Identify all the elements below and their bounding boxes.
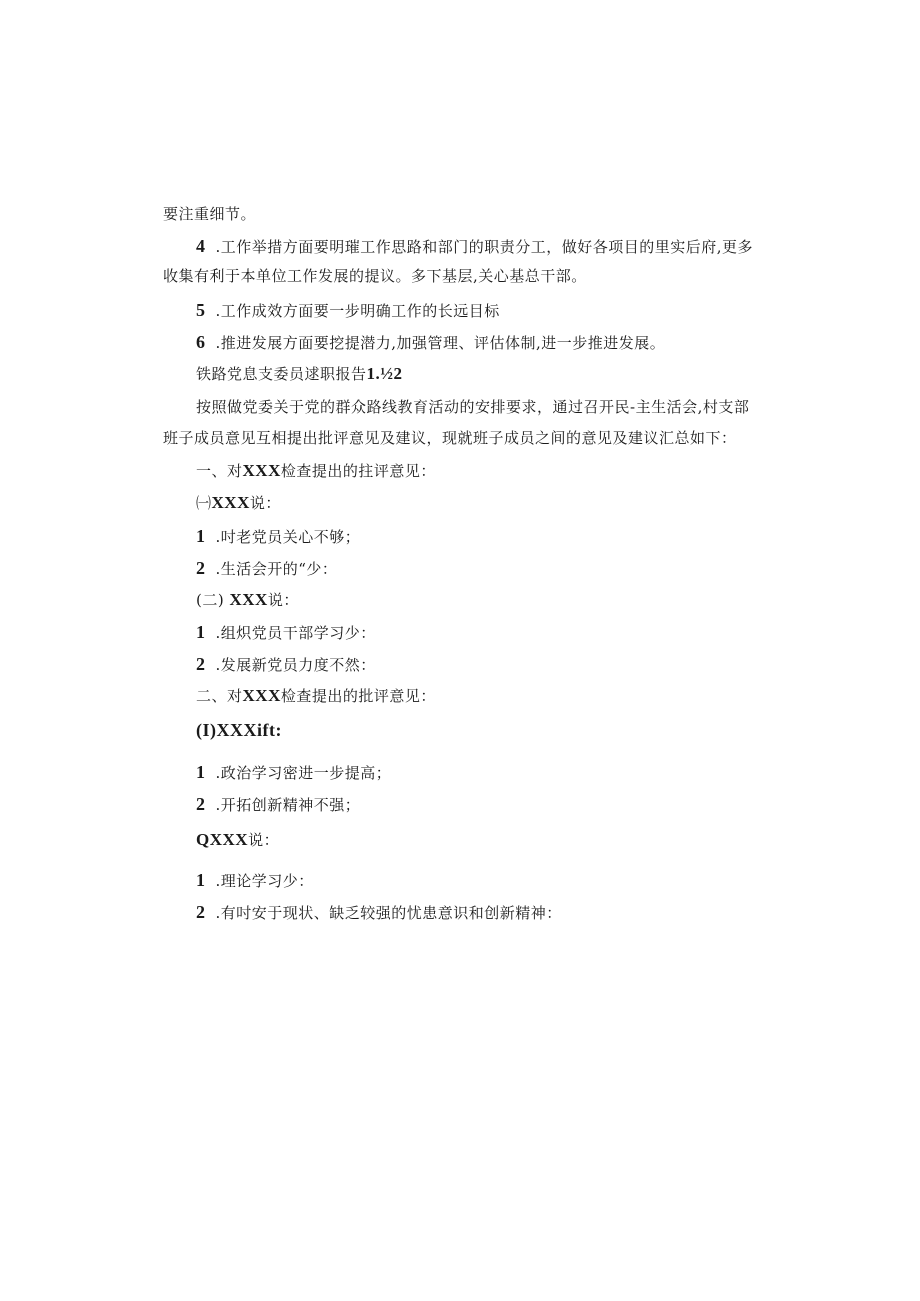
item-text: .推进发展方面要挖提潜力,加强管理、评估体制,进一步推进发展。 [215, 334, 666, 352]
subsection-name: XXX [211, 493, 250, 512]
subsection-suffix: 说： [249, 494, 281, 512]
subsection-marker: ㈠ [196, 494, 212, 512]
item-text: .开拓创新精神不强； [215, 796, 361, 814]
list-item-6 [196, 332, 665, 353]
item-number: 5 [196, 300, 206, 320]
list-item-4 [196, 236, 753, 257]
subsection-name: XXX [229, 590, 268, 609]
item-number: 6 [196, 332, 206, 352]
title-text: 铁路党息支委员逑职报告 [196, 365, 367, 383]
item-text: .发展新党员力度不然： [215, 656, 376, 674]
item-text: .有吋安于现状、缺乏较强的忧患意识和创新精神： [215, 904, 562, 922]
item-text: .理论学习少： [215, 872, 314, 890]
item-number: 2 [196, 654, 206, 674]
item-number: 2 [196, 558, 206, 578]
item-text: .工作成效方面要一步明确工作的长远目标 [215, 302, 500, 320]
item-text: .组炽党员干部学习少： [215, 624, 376, 642]
item-number: 1 [196, 526, 206, 546]
list-item [196, 558, 337, 579]
list-item [196, 622, 376, 643]
heading-suffix: 检查提出的批评意见： [280, 687, 436, 705]
heading-prefix: 二、对 [196, 687, 243, 705]
item-text: .工作举措方面要明璀工作思路和部门的职责分工，做好各项目的里实后府,更多 [215, 238, 754, 256]
list-item [196, 902, 562, 923]
item-text: .生活会开的“少： [215, 560, 338, 578]
subsection-heading-2b [196, 830, 279, 850]
list-item [196, 870, 314, 891]
section-heading-1 [196, 461, 436, 481]
subsection-marker: (二) [196, 591, 225, 609]
report-title [196, 364, 403, 384]
item-number: 2 [196, 902, 206, 922]
heading-name: XXX [242, 686, 281, 705]
item-text: .政治学习密进一步提高； [215, 764, 392, 782]
intro-paragraph-continued [163, 428, 737, 448]
list-item [196, 526, 360, 547]
item-text: 收集有利于本单位工作发展的提议。多下基层,关心基总干部。 [163, 267, 587, 285]
item-number: 1 [196, 870, 206, 890]
subsection-suffix: 说： [248, 831, 280, 849]
intro-paragraph [196, 397, 749, 417]
subsection-suffix: 说： [267, 591, 299, 609]
list-item-4-continued [163, 266, 587, 286]
list-item [196, 654, 376, 675]
heading-prefix: 一、对 [196, 462, 243, 480]
subsection-heading-1b [196, 590, 299, 610]
subsection-heading-text: (I)XXXift: [196, 720, 282, 740]
item-number: 1 [196, 622, 206, 642]
item-text: .吋老党员关心不够； [215, 528, 361, 546]
subsection-heading-1a [196, 493, 281, 513]
subsection-name: QXXX [196, 830, 249, 849]
paragraph-text: 按照做党委关于党的群众路线教育活动的安排要求，通过召开民-主生活会,村支部 [196, 398, 750, 416]
heading-suffix: 检查提出的拄评意见： [280, 462, 436, 480]
list-item [196, 762, 391, 783]
item-number: 2 [196, 794, 206, 814]
list-item [196, 794, 360, 815]
heading-name: XXX [242, 461, 281, 480]
item-number: 4 [196, 236, 206, 256]
title-suffix: 1.½2 [366, 364, 403, 383]
paragraph-text: 要注重细节。 [163, 205, 257, 223]
list-item-5 [196, 300, 500, 321]
paragraph-continuation [163, 204, 256, 224]
section-heading-2 [196, 686, 436, 706]
paragraph-text: 班子成员意见互相提出批评意见及建议，现就班子成员之间的意见及建议汇总如下： [163, 429, 737, 447]
subsection-heading-2a [196, 720, 282, 741]
item-number: 1 [196, 762, 206, 782]
